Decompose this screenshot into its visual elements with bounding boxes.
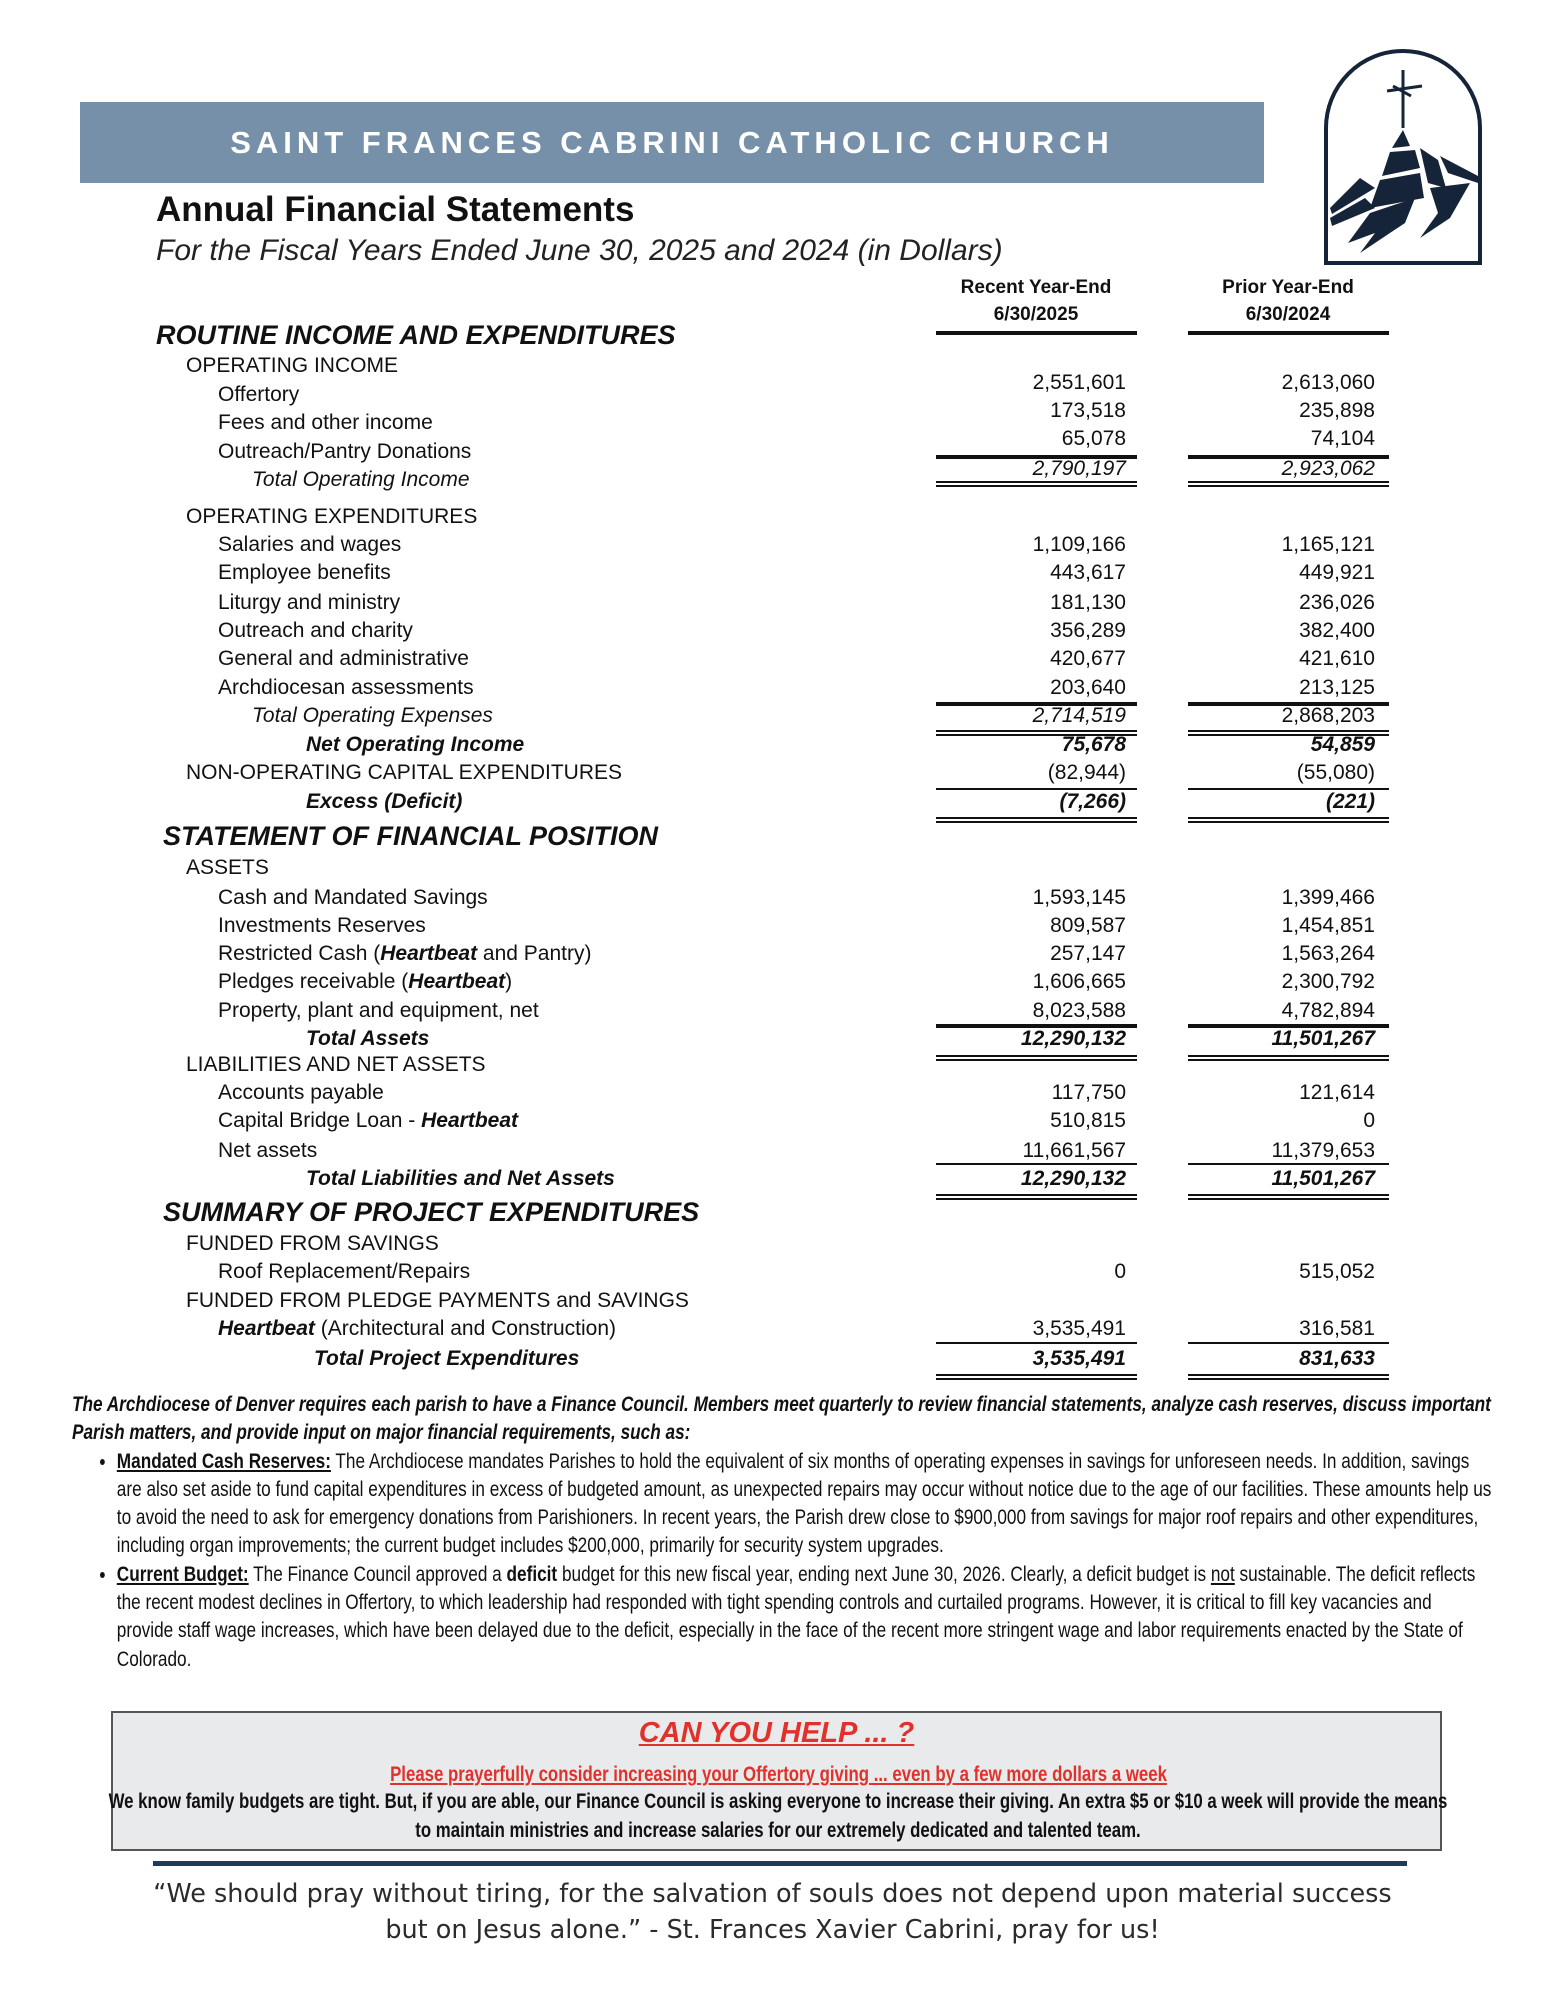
prior-year-value: 11,379,653 <box>1271 1139 1375 1162</box>
label-text: NON-OPERATING CAPITAL EXPENDITURES <box>186 761 623 784</box>
row-label <box>218 560 391 586</box>
recent-year-value: (7,266) <box>1059 790 1126 813</box>
bullet-text: sustainable. The deficit reflects the recent modest declines in Offertory, to which leadership had responded with tight spending controls and curtailed programs. However, it is critical to fill key vacancies and provide staff wage increases, which have been delayed due to the deficit, especially in the face of the recent more stringent wage and labor requirements enacted by the State of Colorado. <box>116 1561 1476 1671</box>
prior-year-value: 236,026 <box>1299 591 1375 614</box>
recent-year-value: 0 <box>1114 1260 1126 1283</box>
label-text: Total Project Expenditures <box>314 1347 580 1370</box>
single-underline <box>936 1163 1137 1165</box>
category-label <box>186 1052 486 1078</box>
prior-year-value: 11,501,267 <box>1271 1027 1375 1050</box>
row-label <box>218 913 426 939</box>
recent-year-value: 1,593,145 <box>1032 886 1126 909</box>
label-text: Net assets <box>218 1139 318 1162</box>
recent-year-value: 2,551,601 <box>1032 371 1126 394</box>
thick-underline <box>936 331 1137 335</box>
row-label <box>218 618 413 644</box>
row-label <box>218 885 488 911</box>
column-date: 6/30/2025 <box>993 304 1079 325</box>
row-label <box>218 1080 384 1106</box>
label-text: FUNDED FROM SAVINGS <box>186 1232 439 1255</box>
page-title: Annual Financial Statements <box>156 190 635 229</box>
category-label <box>186 855 269 881</box>
label-text: Net Operating Income <box>306 733 525 756</box>
mountain-cross-logo-icon <box>1320 48 1486 268</box>
label-text: OPERATING EXPENDITURES <box>186 505 478 528</box>
quote-line: but on Jesus alone.” - St. Frances Xavier Cabrini, pray for us! <box>385 1915 1160 1945</box>
recent-year-value: 3,535,491 <box>1032 1317 1126 1340</box>
church-name-banner <box>80 102 1264 183</box>
row-label <box>252 703 493 729</box>
thick-underline <box>936 1024 1137 1028</box>
thick-underline <box>1188 331 1389 335</box>
finance-council-notes <box>72 1390 1492 1673</box>
recent-year-value: 65,078 <box>1061 427 1126 450</box>
row-label <box>218 590 400 616</box>
label-text: Excess (Deficit) <box>306 790 463 813</box>
heartbeat-emphasis: Heartbeat <box>421 1109 518 1132</box>
row-label <box>306 1026 429 1052</box>
double-underline <box>1188 1055 1389 1061</box>
thick-underline <box>936 702 1137 706</box>
label-text: Property, plant and equipment, net <box>218 999 539 1022</box>
prior-year-value: 316,581 <box>1299 1317 1375 1340</box>
label-text: Offertory <box>218 383 300 406</box>
row-label <box>306 1166 615 1192</box>
recent-year-value: 2,790,197 <box>1032 457 1126 480</box>
recent-year-value: 257,147 <box>1050 942 1126 965</box>
label-text: ) <box>505 970 513 993</box>
recent-year-value: 3,535,491 <box>1032 1347 1126 1370</box>
prior-year-value: 449,921 <box>1299 561 1375 584</box>
recent-year-value: 1,109,166 <box>1032 533 1126 556</box>
recent-year-value: 11,661,567 <box>1022 1139 1126 1162</box>
row-label <box>218 382 299 408</box>
prior-year-value: 382,400 <box>1299 619 1375 642</box>
prior-year-value: 1,399,466 <box>1281 886 1375 909</box>
recent-year-value: 12,290,132 <box>1020 1167 1126 1190</box>
label-text: Cash and Mandated Savings <box>218 886 488 909</box>
label-text: Fees and other income <box>218 411 433 434</box>
label-text: Employee benefits <box>218 561 391 584</box>
prior-year-value: 2,300,792 <box>1281 970 1375 993</box>
label-text: STATEMENT OF FINANCIAL POSITION <box>163 821 658 851</box>
row-label <box>218 969 512 995</box>
cabrini-quote <box>100 1876 1445 1948</box>
label-text: Pledges receivable ( <box>218 970 409 993</box>
label-text: Restricted Cash ( <box>218 942 381 965</box>
prior-year-value: 235,898 <box>1299 399 1375 422</box>
label-text: Total Operating Income <box>252 468 470 491</box>
double-underline <box>936 1374 1137 1380</box>
recent-year-value: 173,518 <box>1050 399 1126 422</box>
double-underline <box>1188 1194 1389 1200</box>
thick-underline <box>1188 702 1389 706</box>
column-label: Recent Year-End <box>960 277 1112 298</box>
prior-year-value: 2,923,062 <box>1281 457 1375 480</box>
row-label <box>252 467 470 493</box>
category-label <box>186 1288 689 1314</box>
category-label <box>186 353 398 379</box>
category-label <box>186 504 477 530</box>
prior-year-value: (55,080) <box>1296 761 1375 784</box>
label-text: Liturgy and ministry <box>218 591 401 614</box>
row-label <box>218 998 539 1024</box>
double-underline <box>936 481 1137 487</box>
label-text: FUNDED FROM PLEDGE PAYMENTS and SAVINGS <box>186 1289 689 1312</box>
column-date: 6/30/2024 <box>1245 304 1331 325</box>
single-underline <box>1188 1342 1389 1344</box>
label-text: LIABILITIES AND NET ASSETS <box>186 1053 486 1076</box>
label-text: Capital Bridge Loan - <box>218 1109 422 1132</box>
row-label <box>218 1316 616 1342</box>
heartbeat-emphasis: Heartbeat <box>218 1317 315 1340</box>
bullet-underlined-word: not <box>1210 1561 1235 1586</box>
double-underline <box>1188 1374 1389 1380</box>
label-text: Total Assets <box>306 1027 430 1050</box>
recent-year-value: 809,587 <box>1050 914 1126 937</box>
column-header-recent <box>926 274 1146 328</box>
label-text: ROUTINE INCOME AND EXPENDITURES <box>156 320 676 350</box>
row-label <box>306 732 524 758</box>
row-label <box>218 675 474 701</box>
prior-year-value: 0 <box>1363 1109 1375 1132</box>
section-heading <box>156 320 676 350</box>
offertory-giving-link[interactable]: Please prayerfully consider increasing your Offertory giving ... even by a few more dollars a week <box>390 1763 1167 1786</box>
label-text: ASSETS <box>186 856 269 879</box>
recent-year-value: 181,130 <box>1050 591 1126 614</box>
recent-year-value: 8,023,588 <box>1032 999 1126 1022</box>
church-logo <box>1320 48 1486 268</box>
recent-year-value: 1,606,665 <box>1032 970 1126 993</box>
help-title: CAN YOU HELP ... ? <box>638 1717 915 1749</box>
recent-year-value: 356,289 <box>1050 619 1126 642</box>
bullet-heading: Mandated Cash Reserves: <box>116 1448 331 1473</box>
prior-year-value: 54,859 <box>1310 733 1375 756</box>
bullet-text: The Finance Council approved a <box>248 1561 507 1586</box>
prior-year-value: 2,868,203 <box>1281 704 1375 727</box>
double-underline <box>1188 817 1389 823</box>
category-label <box>186 1231 439 1257</box>
church-name: SAINT FRANCES CABRINI CATHOLIC CHURCH <box>230 124 1114 160</box>
heartbeat-emphasis: Heartbeat <box>380 942 478 965</box>
divider <box>153 1861 1407 1866</box>
row-label <box>218 439 471 465</box>
double-underline <box>936 1055 1137 1061</box>
column-header-prior <box>1178 274 1398 328</box>
double-underline <box>1188 730 1389 736</box>
bullet-text: The Archdiocese mandates Parishes to hold the equivalent of six months of operating expenses in savings for unforeseen needs. In addition, savings are also set aside to fund capital expenditures in excess of budgeted amount, as unexpected repairs may occur without notice due to the age of our facilities. These amounts help us to avoid the need to ask for emergency donations from Parishioners. In recent years, the Parish drew close to $900,000 from savings for major roof repairs and other expenditures, including organ improvements; the current budget includes $200,000, primarily for security system upgrades. <box>116 1448 1492 1558</box>
label-text: Outreach and charity <box>218 619 413 642</box>
double-underline <box>936 1194 1137 1200</box>
double-underline <box>936 817 1137 823</box>
bullet-current-budget <box>115 1560 1492 1673</box>
prior-year-value: 421,610 <box>1299 647 1375 670</box>
label-text: General and administrative <box>218 647 469 670</box>
label-text: Archdiocesan assessments <box>218 676 474 699</box>
recent-year-value: 510,815 <box>1050 1109 1126 1132</box>
row-label <box>218 410 433 436</box>
recent-year-value: 75,678 <box>1061 733 1126 756</box>
heartbeat-emphasis: Heartbeat <box>408 970 506 993</box>
quote-line: “We should pray without tiring, for the salvation of souls does not depend upon material success <box>153 1879 1392 1909</box>
recent-year-value: 443,617 <box>1050 561 1126 584</box>
label-text: Salaries and wages <box>218 533 402 556</box>
section-heading <box>163 1197 699 1227</box>
label-text: Total Operating Expenses <box>252 704 493 727</box>
recent-year-value: 203,640 <box>1050 676 1126 699</box>
label-text: Accounts payable <box>218 1081 384 1104</box>
single-underline <box>1188 1163 1389 1165</box>
prior-year-value: 515,052 <box>1299 1260 1375 1283</box>
recent-year-value: 2,714,519 <box>1032 704 1126 727</box>
label-text: and Pantry) <box>477 942 592 965</box>
row-label <box>306 789 462 815</box>
recent-year-value: 117,750 <box>1051 1081 1126 1104</box>
prior-year-value: 213,125 <box>1299 676 1375 699</box>
category-label <box>186 760 622 786</box>
prior-year-value: 11,501,267 <box>1271 1167 1375 1190</box>
double-underline <box>936 730 1137 736</box>
row-label <box>218 1108 518 1134</box>
thick-underline <box>1188 455 1389 459</box>
prior-year-value: 1,563,264 <box>1281 942 1375 965</box>
help-text: We know family budgets are tight. But, if you are able, our Finance Council is asking everyone to increase their giving. An extra $5 or $10 a week will provide the means to maintain ministries and increase salaries for our extremely dedicated and talented team. <box>108 1790 1448 1842</box>
prior-year-value: 4,782,894 <box>1281 999 1375 1022</box>
row-label <box>314 1346 579 1372</box>
label-text: OPERATING INCOME <box>186 354 398 377</box>
row-label <box>218 532 401 558</box>
recent-year-value: (82,944) <box>1047 761 1126 784</box>
row-label <box>218 1259 470 1285</box>
thick-underline <box>936 455 1137 459</box>
bullet-mandated-cash-reserves <box>115 1447 1492 1560</box>
help-link-wrapper <box>113 1763 1444 1787</box>
prior-year-value: 74,104 <box>1310 427 1375 450</box>
prior-year-value: 121,614 <box>1299 1081 1375 1104</box>
row-label <box>218 646 469 672</box>
label-text: Investments Reserves <box>218 914 426 937</box>
label-text: Total Liabilities and Net Assets <box>306 1167 615 1190</box>
prior-year-value: (221) <box>1325 790 1375 813</box>
label-text: (Architectural and Construction) <box>314 1317 617 1340</box>
bullet-text: budget for this new fiscal year, ending next June 30, 2026. Clearly, a deficit budget is <box>557 1561 1211 1586</box>
section-heading <box>163 821 658 851</box>
bullet-heading: Current Budget: <box>116 1561 249 1586</box>
single-underline <box>1188 788 1389 790</box>
page-subtitle: For the Fiscal Years Ended June 30, 2025 and 2024 (in Dollars) <box>156 234 1003 267</box>
column-label: Prior Year-End <box>1222 277 1354 298</box>
label-text: SUMMARY OF PROJECT EXPENDITURES <box>163 1197 700 1227</box>
prior-year-value: 1,454,851 <box>1281 914 1375 937</box>
notes-intro: The Archdiocese of Denver requires each parish to have a Finance Council. Members meet quarterly to review financial statements, analyze cash reserves, discuss important Parish matters, and provide input on major financial requirements, such as: <box>72 1392 1491 1445</box>
row-label <box>218 941 592 967</box>
help-callout-box <box>108 1711 1448 1851</box>
double-underline <box>1188 481 1389 487</box>
bullet-bold-word: deficit <box>506 1561 558 1586</box>
recent-year-value: 12,290,132 <box>1020 1027 1126 1050</box>
prior-year-value: 2,613,060 <box>1281 371 1375 394</box>
thick-underline <box>1188 1024 1389 1028</box>
recent-year-value: 420,677 <box>1050 647 1126 670</box>
single-underline <box>936 1342 1137 1344</box>
prior-year-value: 831,633 <box>1299 1347 1375 1370</box>
prior-year-value: 1,165,121 <box>1281 533 1375 556</box>
label-text: Roof Replacement/Repairs <box>218 1260 471 1283</box>
row-label <box>218 1138 317 1164</box>
single-underline <box>936 788 1137 790</box>
label-text: Outreach/Pantry Donations <box>218 440 472 463</box>
